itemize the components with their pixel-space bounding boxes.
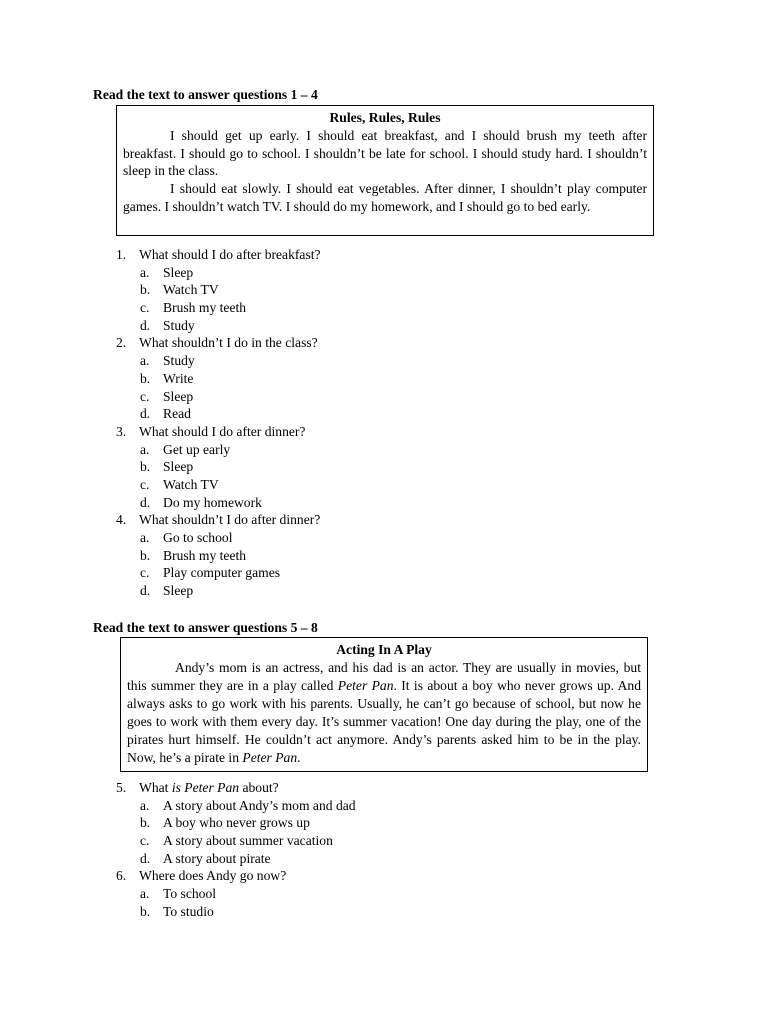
option-text: Watch TV [163, 282, 219, 298]
question-number: 2. [116, 335, 127, 351]
option-text: Write [163, 370, 194, 386]
passage-paragraph: I should get up early. I should eat breakfast, and I should brush my teeth after breakfast. I should go to school. I shouldn’t be late for school. I should study hard. I shouldn’t sleep in the class. [123, 128, 647, 179]
option-text: Go to school [163, 530, 233, 545]
option-text: Watch TV [163, 476, 219, 492]
option-letter: c. [140, 476, 150, 492]
passage-text: Andy’s mom is an actress, and his dad is an actor. They are usually in movies, but this summer they are in a play called [127, 660, 641, 693]
option-text: Brush my teeth [163, 547, 247, 563]
passage-paragraph [127, 659, 641, 767]
option-letter: d. [140, 850, 151, 866]
section-2-heading: Read the text to answer questions 5 – 8 [93, 620, 318, 635]
question-number: 3. [116, 423, 127, 439]
question-text: What should I do after dinner? [139, 423, 306, 439]
option-letter: c. [140, 833, 150, 849]
question-text: Where does Andy go now? [139, 868, 287, 884]
option-letter: d. [140, 317, 151, 333]
passage-title: Acting In A Play [336, 642, 432, 657]
section-1-heading: Read the text to answer questions 1 – 4 [93, 87, 318, 102]
option-letter: a. [140, 264, 150, 280]
option-letter: b. [140, 903, 151, 919]
option-letter: b. [140, 815, 151, 831]
option-letter: a. [140, 797, 150, 813]
question-text-part: What [139, 780, 172, 795]
option-letter: c. [140, 300, 150, 316]
option-text: Sleep [163, 264, 194, 280]
option-letter: d. [140, 583, 151, 599]
option-letter: c. [140, 388, 150, 404]
option-text: Get up early [163, 441, 231, 457]
option-text: Sleep [163, 583, 194, 599]
option-text: Do my homework [163, 494, 262, 510]
passage-title: Rules, Rules, Rules [329, 110, 441, 125]
option-text: Study [163, 317, 195, 333]
question-number: 4. [116, 512, 127, 528]
question-text-part: about? [239, 780, 279, 795]
passage-box-acting [120, 637, 648, 772]
option-text: Play computer games [163, 565, 281, 581]
option-letter: a. [140, 886, 150, 902]
question-number: 5. [116, 780, 127, 795]
option-letter: d. [140, 494, 151, 510]
option-text: To school [163, 886, 217, 902]
passage-text: . [297, 750, 301, 765]
option-text: A story about summer vacation [163, 833, 333, 849]
option-letter: b. [140, 370, 151, 386]
option-letter: c. [140, 565, 150, 581]
option-text: A boy who never grows up [163, 815, 310, 831]
passage-text: . It is about a boy who never grows up. And always asks to go work with his parents. Usually, he can’t go because of school, but now he goes to work with them every day. It’s summer vacation! One day during the play, one of the pirates hurt himself. He couldn’t act anymore. Andy’s parents asked him to be in the play. Now, he’s a pirate in [127, 678, 641, 765]
option-text: To studio [163, 903, 214, 919]
passage-title-reference: Peter Pan [337, 678, 394, 693]
question-text: What shouldn’t I do after dinner? [139, 512, 321, 528]
question-text: What should I do after breakfast? [139, 247, 321, 262]
option-letter: a. [140, 353, 150, 369]
passage-title-reference: Peter Pan [242, 750, 298, 765]
option-text: Study [163, 353, 195, 369]
option-text: A story about pirate [163, 850, 271, 866]
passage-box-rules [116, 105, 654, 236]
question-text [139, 779, 279, 797]
option-letter: b. [140, 282, 151, 298]
question-text-italic: is Peter Pan [171, 780, 240, 795]
option-text: A story about Andy’s mom and dad [163, 797, 356, 813]
option-text: Brush my teeth [163, 300, 247, 316]
option-letter: b. [140, 547, 151, 563]
question-text: What shouldn’t I do in the class? [139, 335, 318, 351]
question-number: 6. [116, 868, 127, 884]
option-letter: a. [140, 441, 150, 457]
question-number: 1. [116, 247, 127, 262]
option-text: Sleep [163, 388, 194, 404]
option-letter: d. [140, 406, 151, 422]
passage-paragraph: I should eat slowly. I should eat vegetables. After dinner, I shouldn’t play computer games. I shouldn’t watch TV. I should do my homework, and I should go to bed early. [123, 181, 647, 214]
option-text: Sleep [163, 459, 194, 475]
option-text: Read [163, 406, 191, 422]
option-letter: b. [140, 459, 151, 475]
option-letter: a. [140, 530, 150, 545]
